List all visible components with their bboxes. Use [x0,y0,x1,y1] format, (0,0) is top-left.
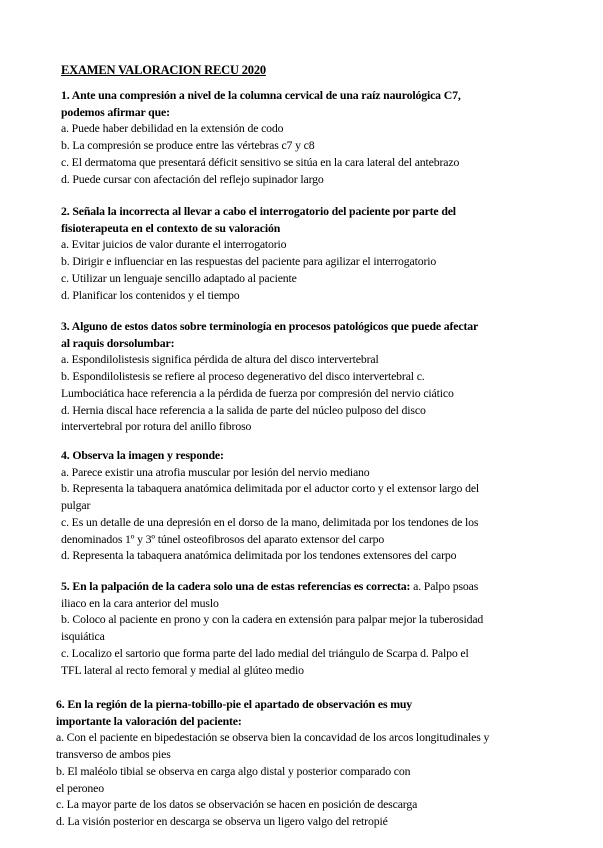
question-3-stem: 3. Alguno de estos datos sobre terminología en procesos patológicos que puede afectar [61,319,479,333]
option-line: d. Representa la tabaquera anatómica delimitada por los tendones extensores del carpo [61,548,457,563]
option-line: denominados 1º y 3º túnel osteofibrosos del aparato extensor del carpo [61,531,385,546]
option-line: b. Espondilolistesis se refiere al proceso degenerativo del disco intervertebral c. [61,369,425,384]
option-line: intervertebral por rotura del anillo fibroso [61,419,252,434]
option-line: b. El maléolo tibial se observa en carga algo distal y posterior comparado con [56,763,411,778]
option-a: a. Puede haber debilidad en la extensión de codo [61,121,284,136]
option-b: b. La compresión se produce entre las vértebras c7 y c8 [61,138,315,153]
option-line: a. Con el paciente en bipedestación se observa bien la concavidad de los arcos longitudinales y [56,730,490,745]
exam-title: EXAMEN VALORACION RECU 2020 [61,63,266,77]
question-4-stem: 4. Observa la imagen y responde: [61,448,224,462]
option-d: d. Planificar los contenidos y el tiempo [61,287,240,302]
question-5 [61,578,551,678]
option-line: isquiática [61,629,105,644]
option-line: b. Coloco al paciente en prono y con la cadera en extensión para palpar mejor la tuberosidad [61,612,484,627]
option-line: c. Localizo el sartorio que forma parte del lado medial del triángulo de Scarpa d. Palpo el [61,645,469,660]
question-6-stem: 6. En la región de la pierna-tobillo-pie el apartado de observación es muy [56,697,413,711]
option-line: pulgar [61,498,91,513]
option-line: iliaco en la cara anterior del muslo [61,595,219,610]
option-a: a. Evitar juicios de valor durante el interrogatorio [61,237,287,252]
option-line: transverso de ambos pies [56,747,171,762]
question-3-stem-cont: al raquis dorsolumbar: [61,335,175,350]
option-line: el peroneo [56,780,104,795]
option-line: c. Es un detalle de una depresión en el dorso de la mano, delimitada por los tendones de los [61,514,479,529]
option-line: b. Representa la tabaquera anatómica delimitada por el aductor corto y el extensor largo del [61,481,480,496]
question-2-stem: 2. Señala la incorrecta al llevar a cabo el interrogatorio del paciente por parte del [61,204,456,218]
question-5-stem-line [61,578,551,595]
option-line: Lumbociática hace referencia a la pérdida de fuerza por compresión del nervio ciático [61,385,454,400]
option-c: c. Utilizar un lenguaje sencillo adaptado al paciente [61,270,297,285]
option-line: c. La mayor parte de los datos se observación se hacen en posición de descarga [56,797,418,812]
option-a-start: a. Palpo psoas [410,579,479,593]
question-5-stem: 5. En la palpación de la cadera solo una de estas referencias es correcta: [61,579,411,593]
question-6 [56,696,561,830]
question-3 [61,318,551,435]
question-4 [61,447,551,564]
question-2-stem-cont: fisioterapeuta en el contexto de su valoración [61,220,281,235]
option-line: d. Hernia discal hace referencia a la salida de parte del núcleo pulposo del disco [61,402,426,417]
question-1 [61,87,551,187]
option-d: d. Puede cursar con afectación del reflejo supinador largo [61,171,324,186]
option-b: b. Dirigir e influenciar en las respuestas del paciente para agilizar el interrogatorio [61,254,437,269]
option-line: d. La visión posterior en descarga se observa un ligero valgo del retropié [56,813,388,828]
question-6-stem-cont: importante la valoración del paciente: [56,713,242,728]
option-line: a. Parece existir una atrofia muscular por lesión del nervio mediano [61,464,370,479]
question-2 [61,203,551,303]
question-1-stem: 1. Ante una compresión a nivel de la columna cervical de una raíz naurológica C7, [61,88,461,102]
question-1-stem-cont: podemos afirmar que: [61,104,170,119]
option-line: TFL lateral al recto femoral y medial al glúteo medio [61,662,304,677]
option-c: c. El dermatoma que presentará déficit sensitivo se sitúa en la cara lateral del antebrazo [61,154,460,169]
option-line: a. Espondilolistesis significa pérdida de altura del disco intervertebral [61,352,379,367]
